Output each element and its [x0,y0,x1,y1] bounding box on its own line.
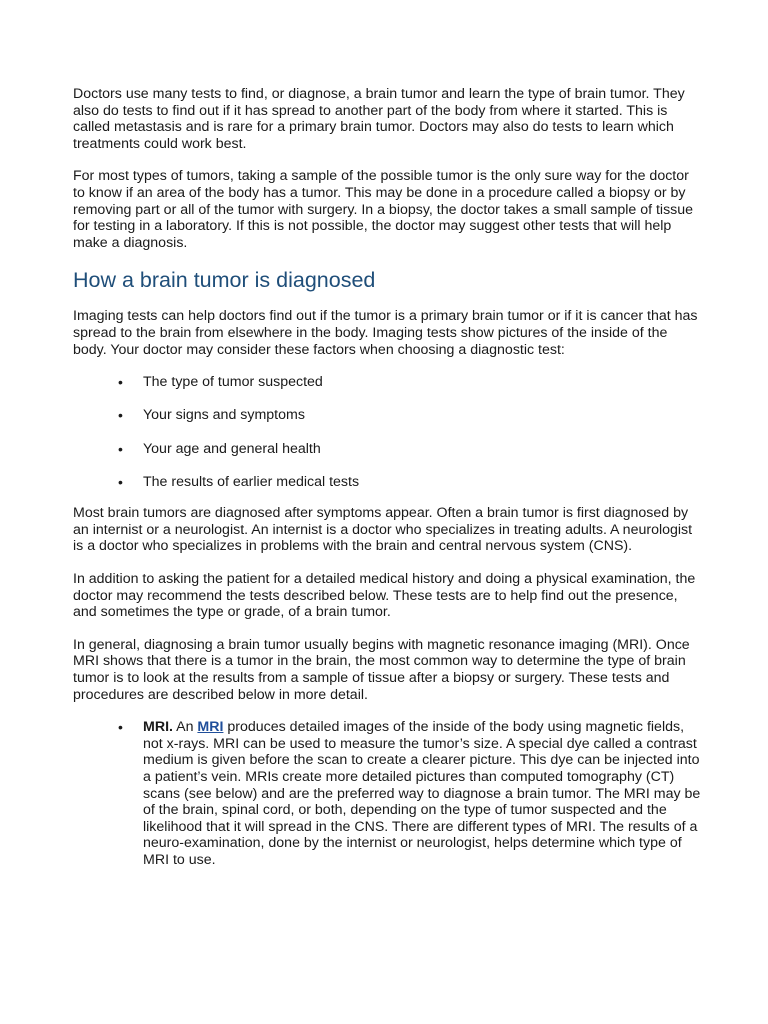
mri-body: produces detailed images of the inside of the body using magnetic fields, not x-rays. MRI can be used to measure the tumor’s size. A special dye called a contrast medium is given before the scan to create a clearer picture. This dye can be injected into a patient’s vein. MRIs create more detailed pictures than computed tomography (CT) scans (see below) and are the preferred way to diagnose a brain tumor. The MRI may be of the brain, spinal cord, or both, depending on the type of tumor suspected and the likelihood that it will spread in the CNS. There are different types of MRI. The results of a neuro-examination, done by the internist or neurologist, helps determine which type of MRI to use. [143,719,701,868]
factor-text: The results of earlier medical tests [143,473,360,490]
factor-text: Your age and general health [143,440,321,457]
factors-list [73,374,701,490]
bullet-icon: • [118,473,123,490]
mri-intro-paragraph: In general, diagnosing a brain tumor usually begins with magnetic resonance imaging (MRI). Once MRI shows that there is a tumor in the brain, the most common way to determine the type of brain tumor is to look at the results from a sample of tissue after a biopsy or surgery. These tests and procedures are described below in more detail. [73,636,690,703]
mri-link[interactable]: MRI [197,719,224,736]
tests-list [73,719,701,868]
intro-paragraph-1: Doctors use many tests to find, or diagnose, a brain tumor and learn the type of brain tumor. They also do tests to find out if it has spread to another part of the body from where it started. This is called metastasis and is rare for a primary brain tumor. Doctors may also do tests to learn which treatments could work best. [73,86,685,152]
symptoms-paragraph: Most brain tumors are diagnosed after symptoms appear. Often a brain tumor is first diagnosed by an internist or a neurologist. An internist is a doctor who specializes in treating adults. A neurologist is a doctor who specializes in problems with the brain and central nervous system (CNS). [73,505,693,555]
bullet-icon: • [118,374,123,391]
mri-lead: An [172,719,198,736]
section-heading: How a brain tumor is diagnosed [73,268,376,293]
factor-text: The type of tumor suspected [143,374,323,391]
mri-item [73,719,701,868]
tests-paragraph: In addition to asking the patient for a detailed medical history and doing a physical examination, the doctor may recommend the tests described below. These tests are to help find out the presence, and sometimes the type or grade, of a brain tumor. [73,571,696,621]
mri-title: MRI. [143,719,173,736]
document-page [73,86,701,869]
bullet-icon: • [118,407,123,424]
intro-paragraph-2: For most types of tumors, taking a sample of the possible tumor is the only sure way for the doctor to know if an area of the body has a tumor. This may be done in a procedure called a biopsy or by removing part or all of the tumor with surgery. In a biopsy, the doctor takes a small sample of tissue for testing in a laboratory. If this is not possible, the doctor may suggest other tests that will help make a diagnosis. [73,168,694,251]
list-item [73,407,701,424]
list-item [73,474,701,491]
bullet-icon: • [118,719,123,736]
factor-text: Your signs and symptoms [143,407,305,424]
bullet-icon: • [118,440,123,457]
list-item [73,374,701,391]
imaging-paragraph: Imaging tests can help doctors find out if the tumor is a primary brain tumor or if it is cancer that has spread to the brain from elsewhere in the body. Imaging tests show pictures of the inside of the body. Your doctor may consider these factors when choosing a diagnostic test: [73,308,698,358]
list-item [73,441,701,458]
